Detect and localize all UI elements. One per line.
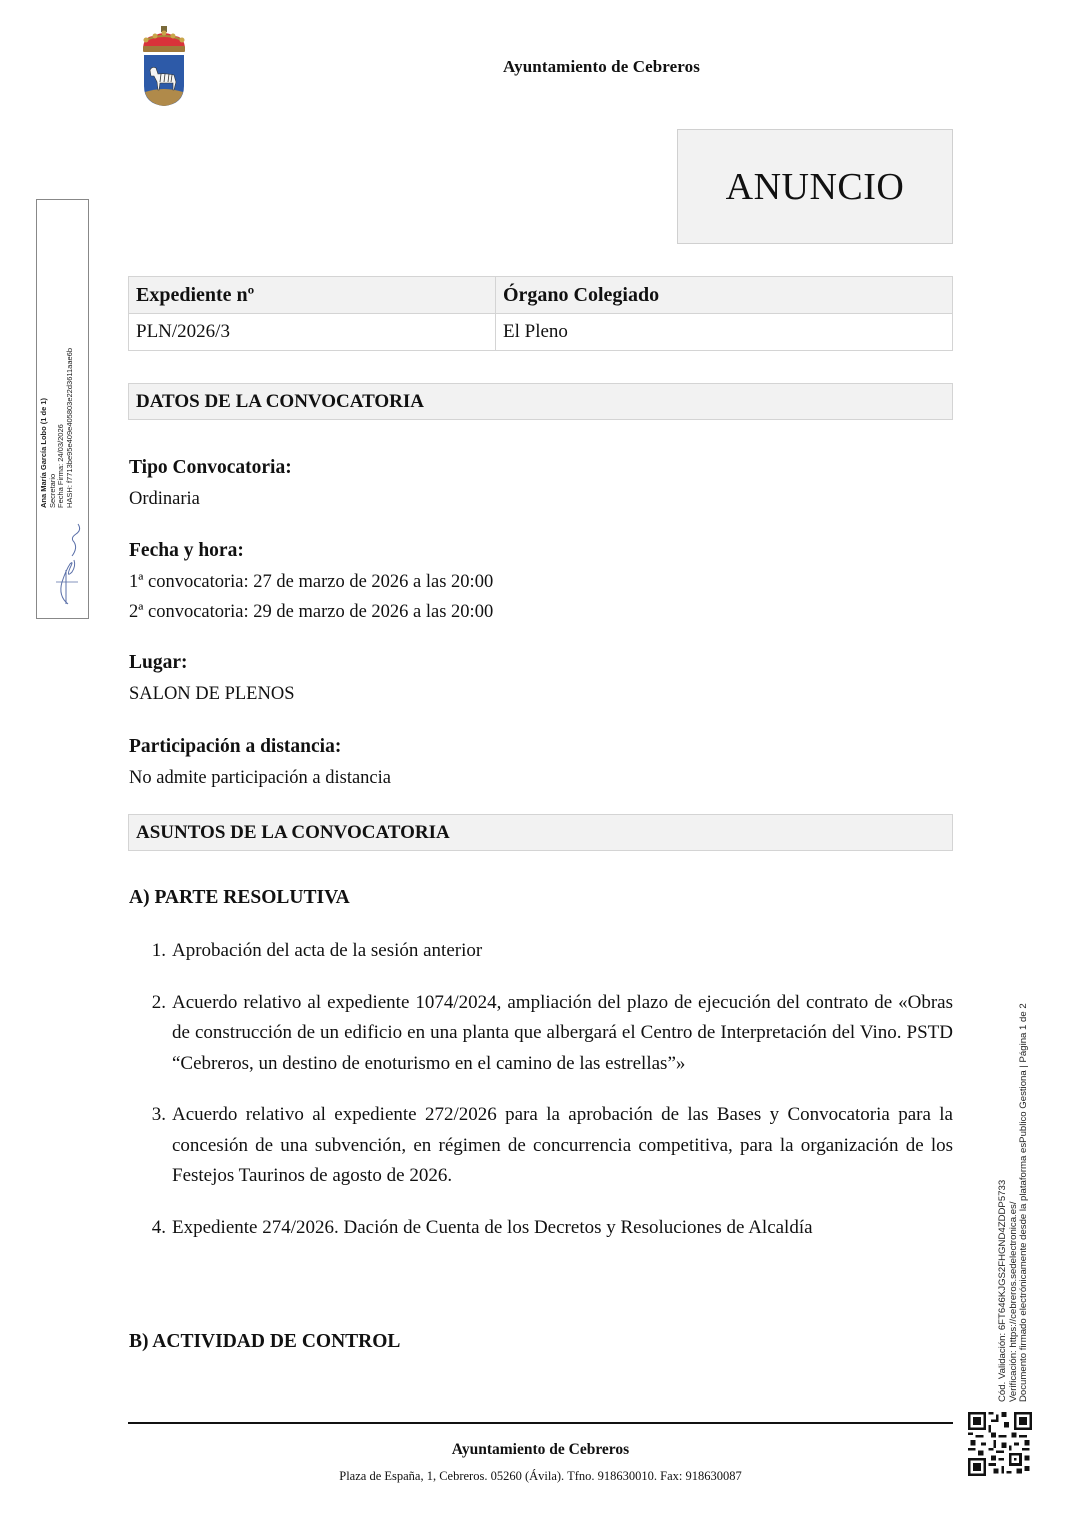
field-fecha-hora — [129, 536, 493, 628]
item-number: 4. — [151, 1216, 166, 1238]
table-header-cell: Expediente nº — [129, 277, 496, 314]
footer-divider — [128, 1422, 953, 1424]
field-value-first-call: 1ª convocatoria: 27 de marzo de 2026 a las 20:00 — [129, 571, 494, 592]
subsection-actividad-control: B) ACTIVIDAD DE CONTROL — [129, 1331, 401, 1352]
list-item — [140, 1213, 953, 1244]
validation-code: Cód. Validación: 6FT646KJGS2FHGND4ZDDP5733 — [997, 1179, 1008, 1402]
field-label: Lugar: — [129, 652, 188, 673]
footer-address: Plaza de España, 1, Cebreros. 05260 (Ávila). Tfno. 918630010. Fax: 918630087 — [339, 1469, 742, 1483]
list-item — [140, 1100, 953, 1192]
item-text: Expediente 274/2026. Dación de Cuenta de los Decretos y Resoluciones de Alcaldía — [172, 1216, 813, 1238]
item-text: Acuerdo relativo al expediente 272/2026 para la aprobación de las Bases y Convocatoria para la concesión de una subvención, en régimen de concurrencia competitiva, para la organización de los Festejos Taurinos de agosto de 2026. — [172, 1104, 953, 1186]
field-value: Ordinaria — [129, 488, 200, 509]
field-value: SALON DE PLENOS — [129, 683, 295, 704]
notice-title-box — [677, 129, 953, 244]
table-row — [129, 314, 953, 351]
footer-organization: Ayuntamiento de Cebreros — [451, 1441, 630, 1458]
section-asuntos-title: ASUNTOS DE LA CONVOCATORIA — [128, 814, 953, 851]
field-label: Tipo Convocatoria: — [129, 457, 292, 478]
item-text: Aprobación del acta de la sesión anterior — [172, 940, 483, 961]
signature-date: Fecha Firma: 24/03/2026 — [56, 424, 65, 508]
platform-page-info: Documento firmado electrónicamente desde la plataforma esPublico Gestiona | Página 1 de 2 — [1018, 1003, 1029, 1402]
item-number: 2. — [151, 991, 166, 1013]
verification-text — [998, 1003, 1030, 1402]
list-item — [140, 988, 953, 1080]
subsection-parte-resolutiva: A) PARTE RESOLUTIVA — [129, 887, 350, 908]
organo-colegiado: El Pleno — [496, 314, 953, 351]
signature-hash: HASH: f7713be95e409e405803e22d3611aae6b — [64, 347, 74, 508]
item-text: Acuerdo relativo al expediente 1074/2024, ampliación del plazo de ejecución del contrato de «Obras de construcción de un edificio en una planta que albergará el Centro de Interpretación del Vino. PSTD “Cebreros, un destino de enoturismo en el camino de las estrellas”» — [172, 991, 953, 1074]
item-number: 1. — [151, 940, 166, 961]
header-organization: Ayuntamiento de Cebreros — [503, 57, 700, 76]
field-label: Participación a distancia: — [129, 736, 342, 757]
qr-code-icon[interactable] — [968, 1412, 1032, 1476]
signer-role: Secretario — [47, 473, 57, 508]
field-value: No admite participación a distancia — [129, 767, 391, 788]
coat-of-arms-logo — [138, 26, 190, 108]
expediente-table — [128, 276, 953, 351]
table-header-row — [129, 277, 953, 314]
field-lugar — [129, 648, 294, 709]
notice-title: ANUNCIO — [725, 165, 905, 208]
list-item — [140, 936, 953, 967]
field-label: Fecha y hora: — [129, 540, 244, 561]
agenda-list — [140, 936, 953, 1243]
table-header-cell: Órgano Colegiado — [496, 277, 953, 314]
item-number: 3. — [151, 1104, 166, 1125]
expediente-number: PLN/2026/3 — [129, 314, 496, 351]
field-value-second-call: 2ª convocatoria: 29 de marzo de 2026 a las 20:00 — [129, 602, 494, 622]
field-tipo-convocatoria — [129, 453, 292, 514]
field-participacion — [129, 732, 391, 793]
signer-name: Ana María García Lobo (1 de 1) — [39, 397, 48, 508]
signature-stamp-text — [40, 348, 74, 508]
section-datos-title: DATOS DE LA CONVOCATORIA — [128, 383, 953, 420]
verification-url[interactable]: Verificación: https://cebreros.sedelectronica.es/ — [1007, 1201, 1019, 1402]
handwritten-signature-icon — [48, 520, 86, 605]
